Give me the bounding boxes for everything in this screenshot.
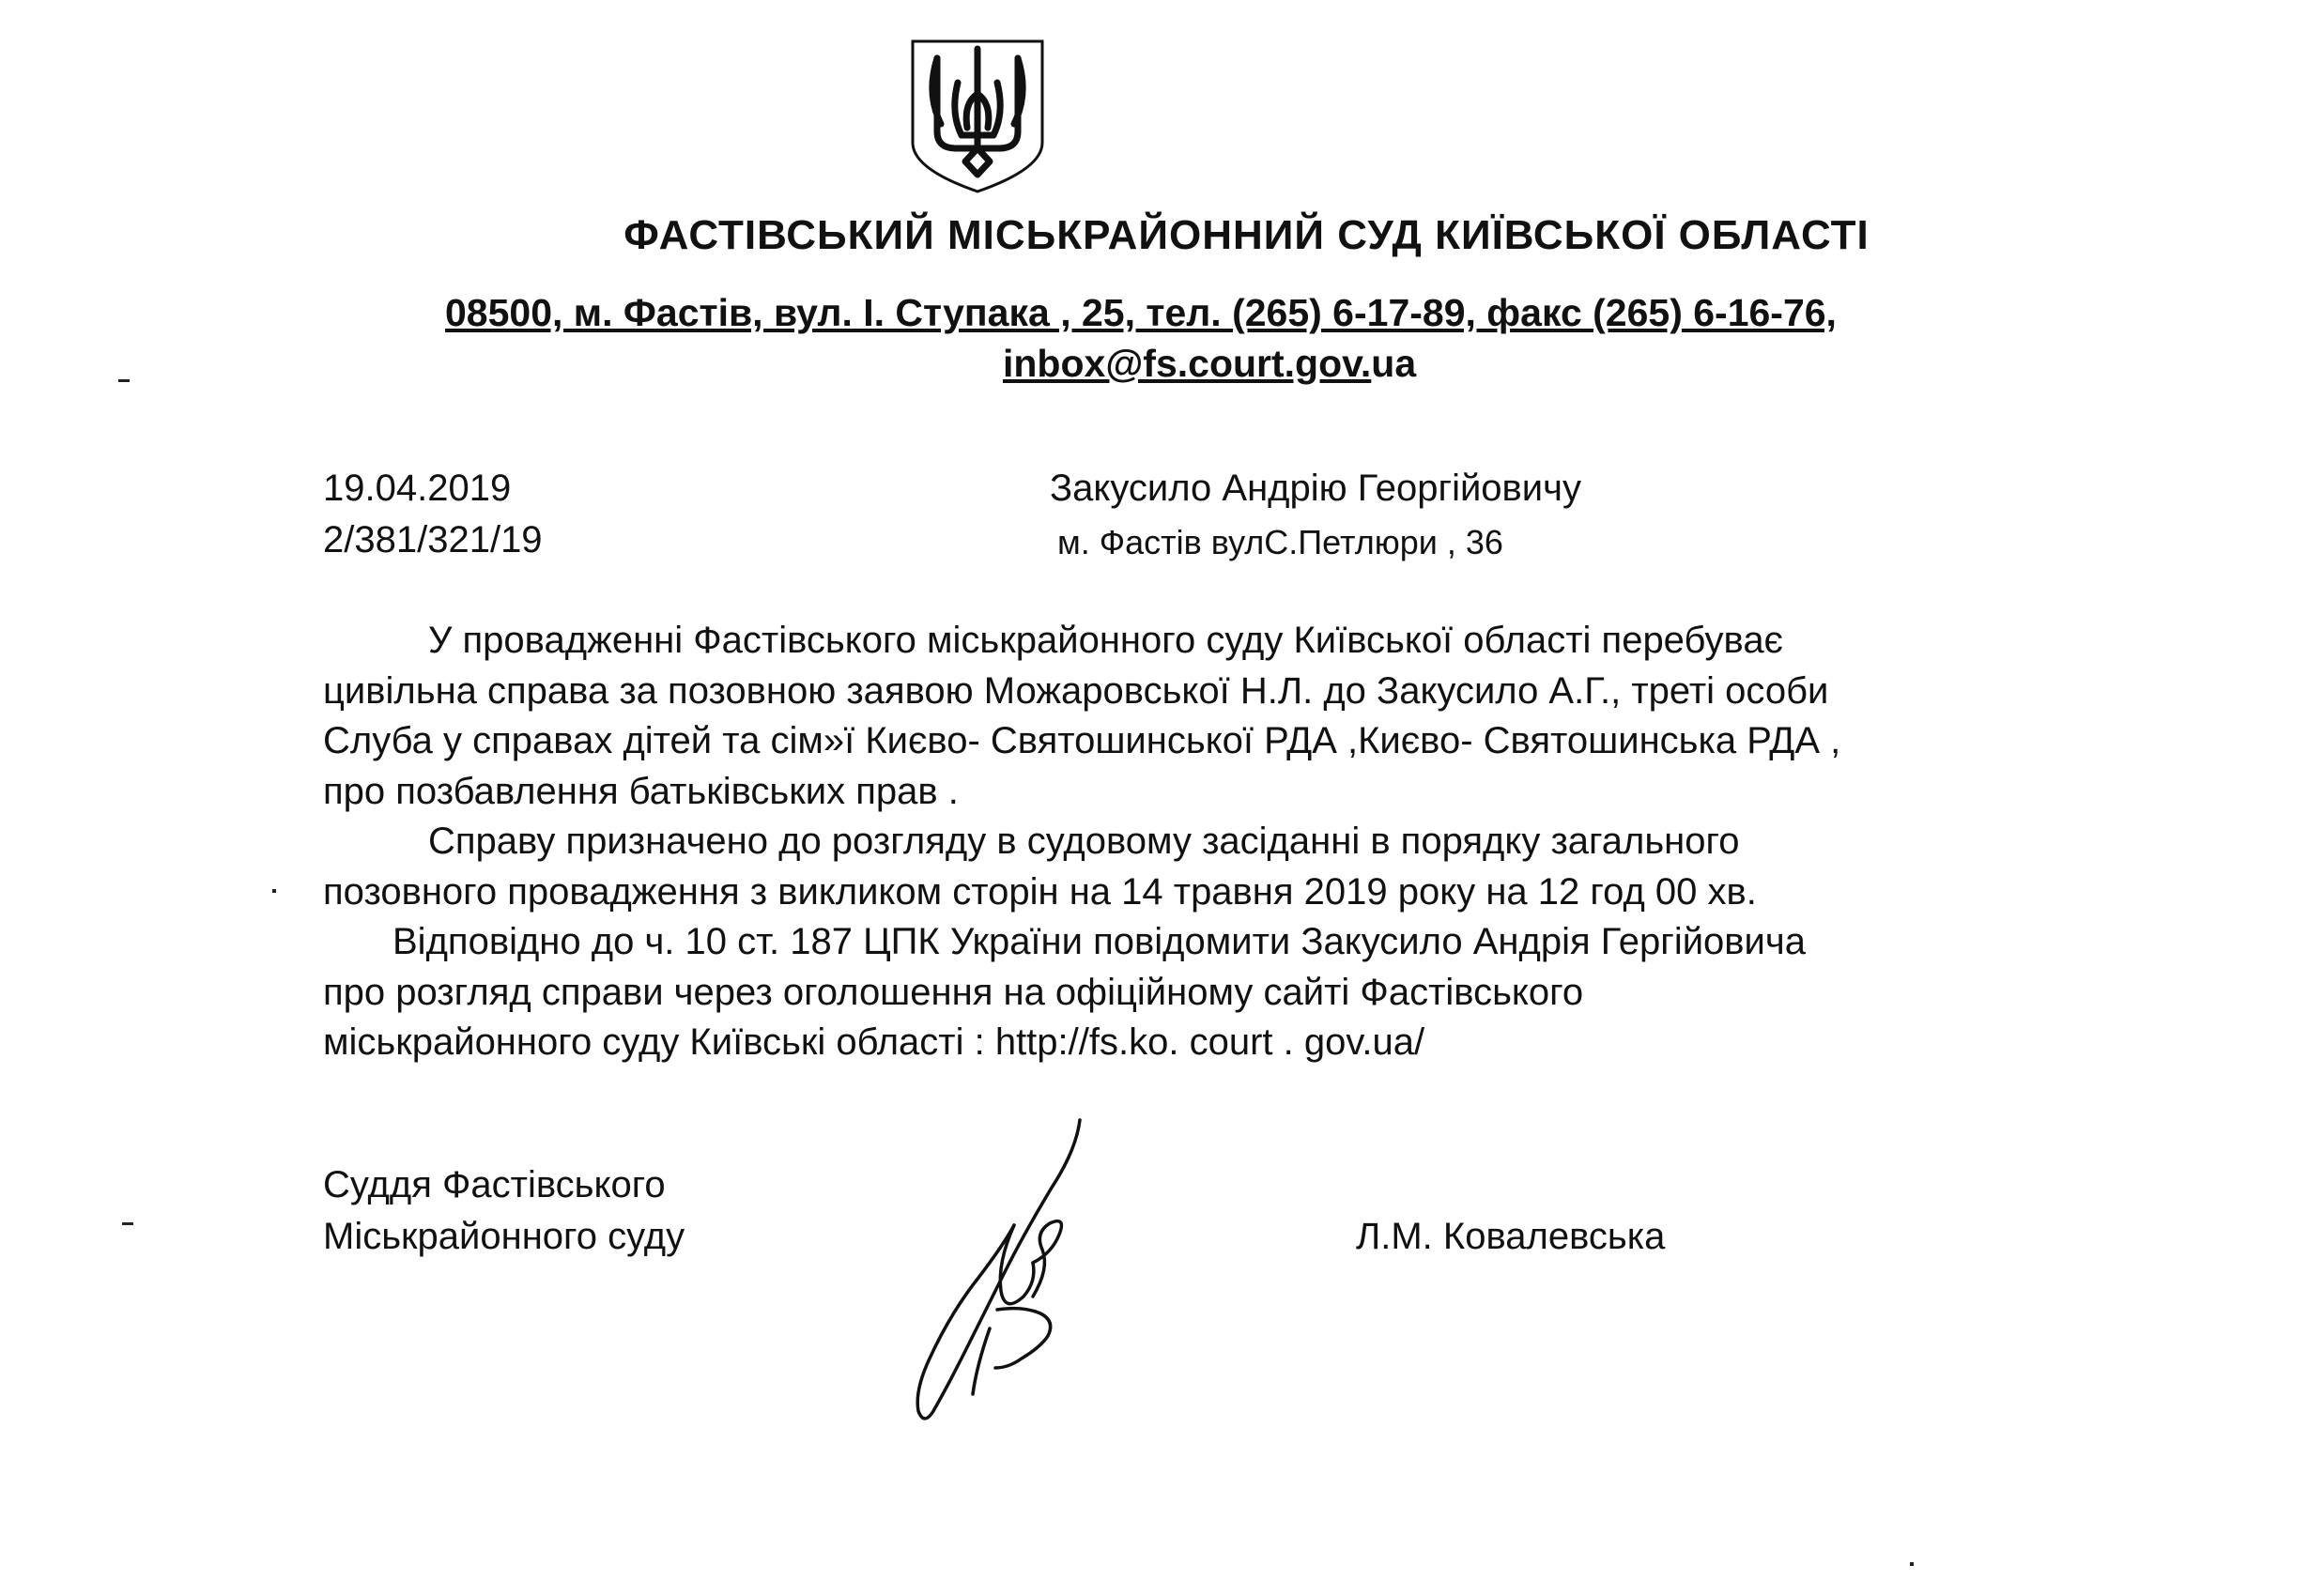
court-name-heading: ФАСТІВСЬКИЙ МІСЬКРАЙОННИЙ СУД КИЇВСЬКОЇ ОБЛАСТІ xyxy=(623,212,1870,258)
letter-date: 19.04.2019 xyxy=(323,468,512,509)
body-line: про позбавлення батьківських прав . xyxy=(323,771,959,812)
case-number: 2/381/321/19 xyxy=(323,519,543,560)
body-line: Справу призначено до розгляду в судовому засіданні в порядку загального xyxy=(428,821,1740,862)
court-email-underlined: inbox@fs.court.gov. xyxy=(1003,342,1372,385)
signatory-title-line2: Міськрайонного суду xyxy=(323,1216,685,1257)
body-line: цивільна справа за позовною заявою Можаровської Н.Л. до Закусило А.Г., треті особи xyxy=(323,670,1829,712)
scan-speck xyxy=(118,379,130,382)
court-email xyxy=(1003,342,1416,386)
court-address: 08500, м. Фастів, вул. І. Ступака , 25, тел. (265) 6-17-89, факс (265) 6-16-76, xyxy=(445,291,1837,334)
court-email-tail: ua xyxy=(1371,342,1417,385)
recipient-address: м. Фастів вулС.Петлюри , 36 xyxy=(1057,523,1503,561)
coat-of-arms-trident-icon xyxy=(909,38,1046,195)
body-line: позовного провадження з викликом сторін на 14 травня 2019 року на 12 год 00 хв. xyxy=(323,871,1757,913)
body-line: про розгляд справи через оголошення на офіційному сайті Фастівського xyxy=(323,972,1584,1013)
scan-speck xyxy=(122,1222,133,1225)
body-line: Слуба у справах дітей та сім»ї Києво- Святошинської РДА ,Києво- Святошинська РДА , xyxy=(323,720,1841,761)
scan-speck xyxy=(272,889,276,893)
signatory-title-line1: Суддя Фастівського xyxy=(323,1164,666,1205)
judge-name: Л.М. Ковалевська xyxy=(1356,1216,1666,1257)
body-line: У провадженні Фастівського міськрайонного суду Київської області перебуває xyxy=(428,620,1783,661)
handwritten-signature-icon xyxy=(892,1113,1108,1432)
body-line: міськрайонного суду Київські області : http://fs.ko. court . gov.ua/ xyxy=(323,1021,1425,1063)
scan-speck xyxy=(1910,1562,1914,1566)
body-line: Відповідно до ч. 10 ст. 187 ЦПК України повідомити Закусило Андрія Гергійовича xyxy=(392,921,1806,962)
recipient-name: Закусило Андрію Георгійовичу xyxy=(1050,468,1581,509)
